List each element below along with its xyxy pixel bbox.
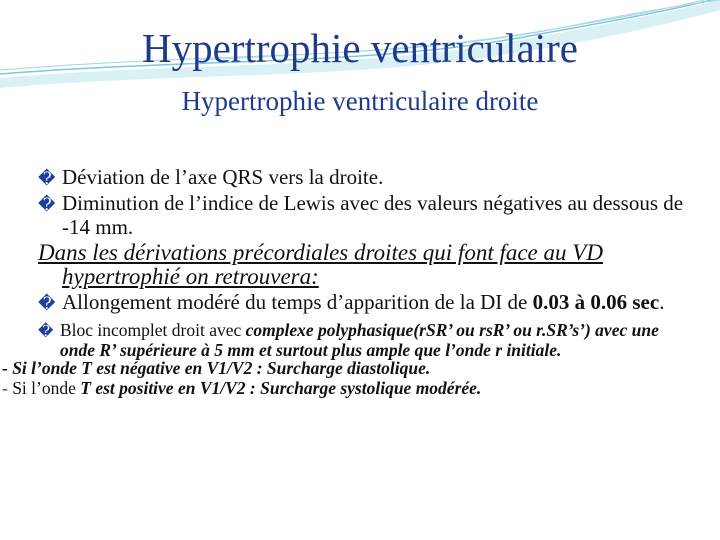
slide-title: Hypertrophie ventriculaire xyxy=(141,25,578,71)
list-item: - Si l’onde T est négative en V1/V2 : Surcharge diastolique. xyxy=(2,358,431,378)
bullet-icon: � xyxy=(38,324,54,340)
item-bold-value: 0.03 à 0.06 sec xyxy=(532,290,660,314)
slide-body xyxy=(2,165,698,398)
bullet-icon: � xyxy=(38,294,56,313)
item-text: Déviation de l’axe QRS vers la droite. xyxy=(62,165,384,189)
section-heading: Dans les dérivations précordiales droites qui font face au VD hypertrophié on retrouvera: xyxy=(38,240,603,289)
item-text: Si l’onde xyxy=(7,378,81,398)
item-text-end: . xyxy=(659,290,665,314)
item-text: Bloc incomplet droit avec xyxy=(60,320,246,340)
bullet-icon: � xyxy=(38,169,56,188)
dash-marker: - xyxy=(2,378,8,398)
item-text: Allongement modéré du temps d’apparition de la DI de xyxy=(62,290,533,314)
item-emphasis: complexe polyphasique(rSR’ ou rsR’ ou r.SR’s’) avec une onde R’ supérieure à 5 mm et surtout plus ample que l’onde r initiale. xyxy=(60,320,659,360)
item-emphasis: T est positive en V1/V2 : Surcharge systolique modérée. xyxy=(80,378,482,398)
list-item xyxy=(38,192,698,239)
slide-subtitle: Hypertrophie ventriculaire droite xyxy=(181,86,539,116)
bullet-icon: � xyxy=(38,195,56,214)
list-item xyxy=(38,166,698,190)
list-item xyxy=(38,291,698,315)
list-item xyxy=(38,321,698,359)
item-text: Diminution de l’indice de Lewis avec des valeurs négatives au dessous de -14 mm. xyxy=(62,191,684,239)
list-item xyxy=(2,379,698,397)
